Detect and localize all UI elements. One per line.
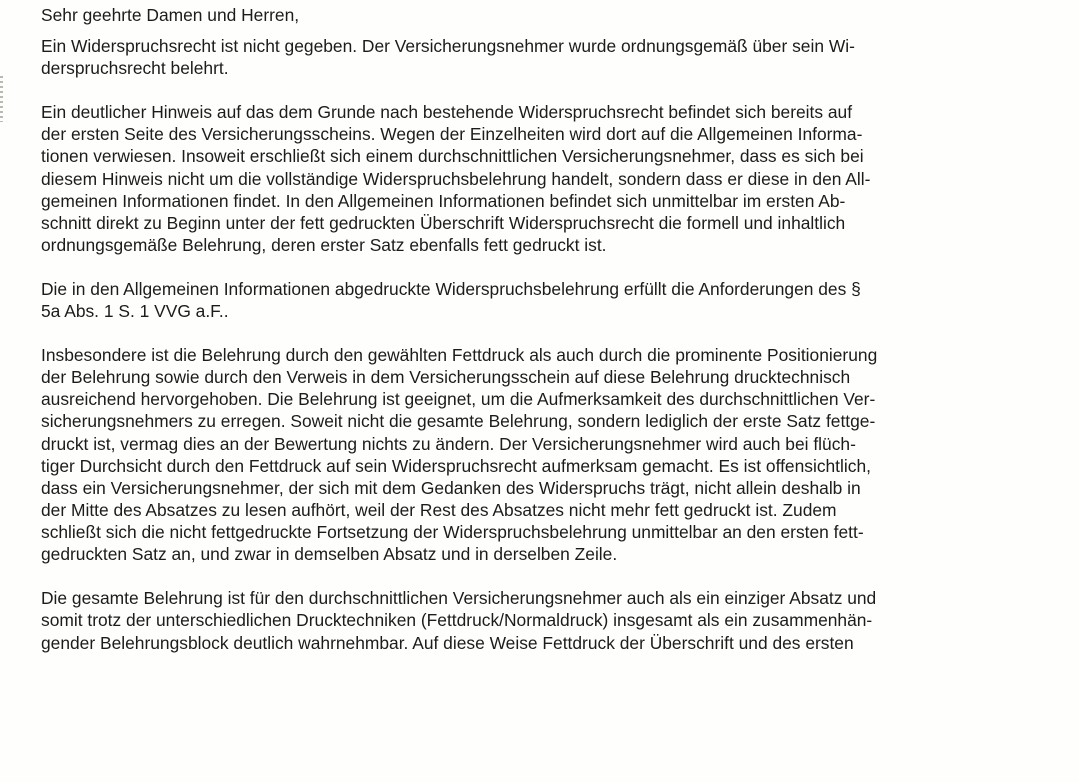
text-line: der ersten Seite des Versicherungsscheins. Wegen der Einzelheiten wird dort auf die Allgemeinen Informa-: [41, 124, 863, 145]
text-line: 5a Abs. 1 S. 1 VVG a.F..: [41, 301, 229, 322]
text-line: tiger Durchsicht durch den Fettdruck auf sein Widerspruchsrecht aufmerksam gemacht. Es ist offensichtlich,: [41, 455, 871, 476]
text-line: schließt sich die nicht fettgedruckte Fortsetzung der Widerspruchsbelehrung unmittelbar an den ersten fett-: [41, 522, 864, 543]
text-line: Die gesamte Belehrung ist für den durchschnittlichen Versicherungsnehmer auch als ein einziger Absatz und: [41, 588, 877, 609]
letter-body: [41, 4, 1041, 654]
text-line: somit trotz der unterschiedlichen Drucktechniken (Fettdruck/Normaldruck) insgesamt als ein zusammenhän-: [41, 610, 873, 631]
text-line: gender Belehrungsblock deutlich wahrnehmbar. Auf diese Weise Fettdruck der Überschrift und des ersten: [41, 632, 854, 653]
text-line: Insbesondere ist die Belehrung durch den gewählten Fettdruck als auch durch die prominente Positionierung: [41, 344, 878, 365]
scan-edge-mark: [0, 76, 3, 122]
text-line: gedruckten Satz an, und zwar in demselben Absatz und in derselben Zeile.: [41, 544, 618, 565]
text-line: gemeinen Informationen findet. In den Allgemeinen Informationen befindet sich unmittelbar im ersten Ab-: [41, 190, 846, 211]
salutation: Sehr geehrte Damen und Herren,: [41, 5, 300, 25]
text-line: der Mitte des Absatzes zu lesen aufhört, weil der Rest des Absatzes nicht mehr fett gedruckt ist. Zudem: [41, 500, 837, 521]
text-line: sicherungsnehmers zu erregen. Soweit nicht die gesamte Belehrung, sondern lediglich der erste Satz fettge-: [41, 411, 876, 432]
paragraph-5: [41, 587, 1041, 654]
paragraph-1: [41, 35, 1041, 79]
text-line: ausreichend hervorgehoben. Die Belehrung ist geeignet, um die Aufmerksamkeit des durchschnittlichen Ver-: [41, 389, 876, 410]
text-line: dass ein Versicherungsnehmer, der sich mit dem Gedanken des Widerspruchs trägt, nicht allein deshalb in: [41, 477, 861, 498]
text-line: schnitt direkt zu Beginn unter der fett gedruckten Überschrift Widerspruchsrecht die formell und inhaltlich: [41, 213, 846, 233]
text-line: Ein deutlicher Hinweis auf das dem Grunde nach bestehende Widerspruchsrecht befindet sich bereits auf: [41, 102, 853, 123]
text-line: ordnungsgemäße Belehrung, deren erster Satz ebenfalls fett gedruckt ist.: [41, 235, 607, 256]
text-line: derspruchsrecht belehrt.: [41, 58, 229, 79]
text-line: Die in den Allgemeinen Informationen abgedruckte Widerspruchsbelehrung erfüllt die Anforderungen des §: [41, 278, 861, 299]
text-line: Ein Widerspruchsrecht ist nicht gegeben. Der Versicherungsnehmer wurde ordnungsgemäß über sein Wi-: [41, 36, 855, 57]
text-line: der Belehrung sowie durch den Verweis in dem Versicherungsschein auf diese Belehrung drucktechnisch: [41, 366, 851, 387]
text-line: tionen verwiesen. Insoweit erschließt sich einem durchschnittlichen Versicherungsnehmer, dass es sich bei: [41, 146, 864, 167]
paragraph-2: [41, 101, 1041, 256]
text-line: druckt ist, vermag dies an der Bewertung nichts zu ändern. Der Versicherungsnehmer wird auch bei flüch-: [41, 433, 856, 454]
paragraph-3: [41, 278, 1041, 322]
paragraph-4: [41, 344, 1041, 566]
text-line: diesem Hinweis nicht um die vollständige Widerspruchsbelehrung handelt, sondern dass er diese in den All-: [41, 168, 871, 189]
